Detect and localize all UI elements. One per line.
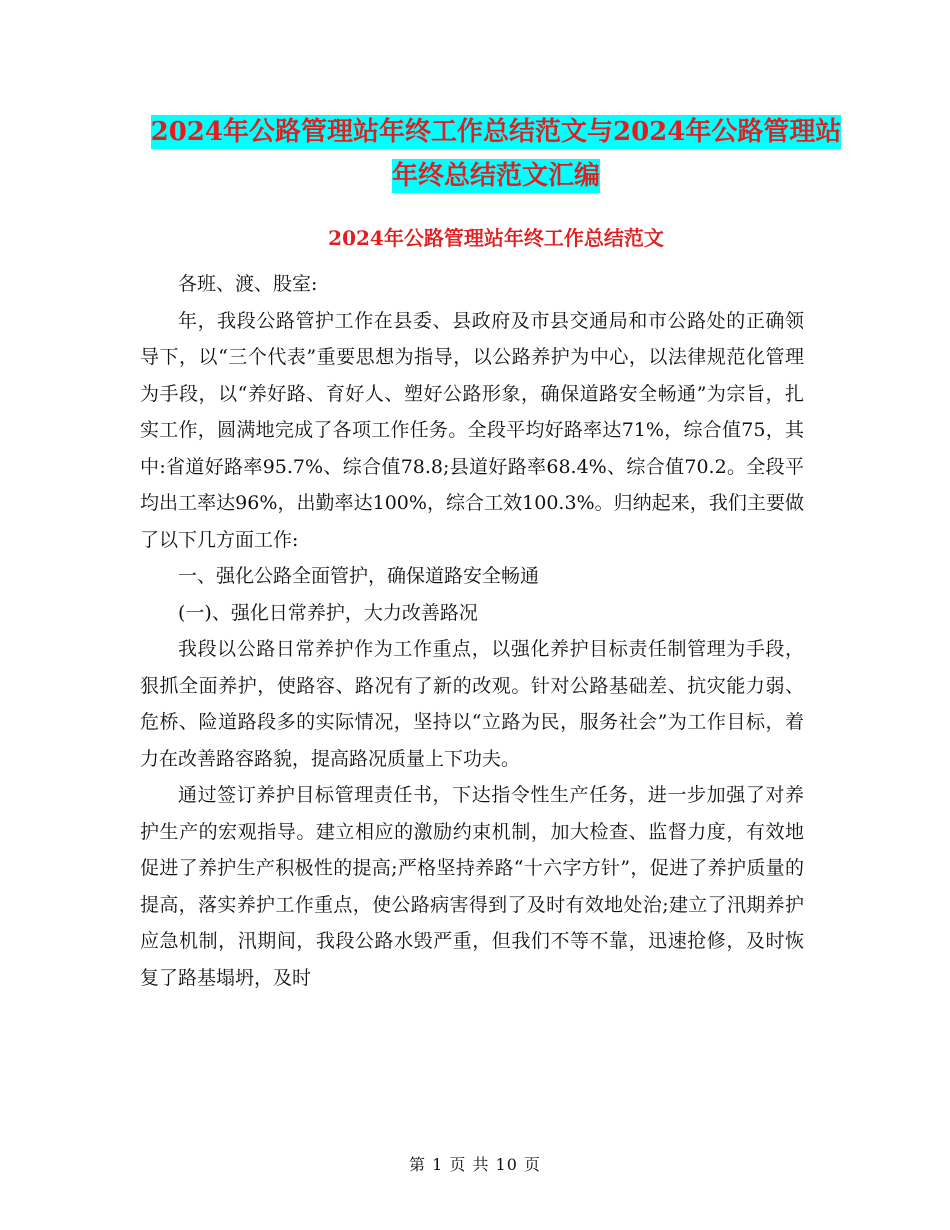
section-title: 2024年公路管理站年终工作总结范文 bbox=[328, 226, 664, 250]
body-paragraph: 通过签订养护目标管理责任书，下达指令性生产任务，进一步加强了对养护生产的宏观指导。建立相应的激励约束机制，加大检查、监督力度，有效地促进了养护生产积极性的提高;严格坚持养路“十六字方针”，促进了养护质量的提高，落实养护工作重点，使公路病害得到了及时有效地处治;建立了汛期养护应急机制，汛期间，我段公路水毁严重，但我们不等不靠，迅速抢修，及时恢复了路基塌坍，及时 bbox=[140, 784, 804, 989]
document-title-highlight: 2024年公路管理站年终工作总结范文与2024年公路管理站年终总结范文汇编 bbox=[150, 117, 842, 191]
document-body bbox=[140, 266, 804, 996]
document-title bbox=[140, 110, 852, 198]
heading-paragraph: 一、强化公路全面管护，确保道路安全畅通 bbox=[178, 565, 540, 587]
subheading-paragraph: (一)、强化日常养护，大力改善路况 bbox=[178, 601, 478, 624]
salutation-paragraph: 各班、渡、股室: bbox=[178, 273, 318, 295]
body-paragraph: 年，我段公路管护工作在县委、县政府及市县交通局和市公路处的正确领导下，以“三个代表”重要思想为指导，以公路养护为中心，以法律规范化管理为手段，以“养好路、育好人、塑好公路形象，确保道路安全畅通”为宗旨，扎实工作，圆满地完成了各项工作任务。全段平均好路率达71%，综合值75，其中:省道好路率95.7%、综合值78.8;县道好路率68.4%、综合值70.2。全段平均出工率达96%，出勤率达100%，综合工效100.3%。归纳起来，我们主要做了以下几方面工作: bbox=[140, 309, 804, 551]
body-paragraph: 我段以公路日常养护作为工作重点，以强化养护目标责任制管理为手段，狠抓全面养护，使路容、路况有了新的改观。针对公路基础差、抗灾能力弱、危桥、险道路段多的实际情况，坚持以“立路为民，服务社会”为工作目标，着力在改善路容路貌，提高路况质量上下功夫。 bbox=[140, 638, 804, 770]
page-footer: 第 1 页 共 10 页 bbox=[409, 1155, 541, 1174]
